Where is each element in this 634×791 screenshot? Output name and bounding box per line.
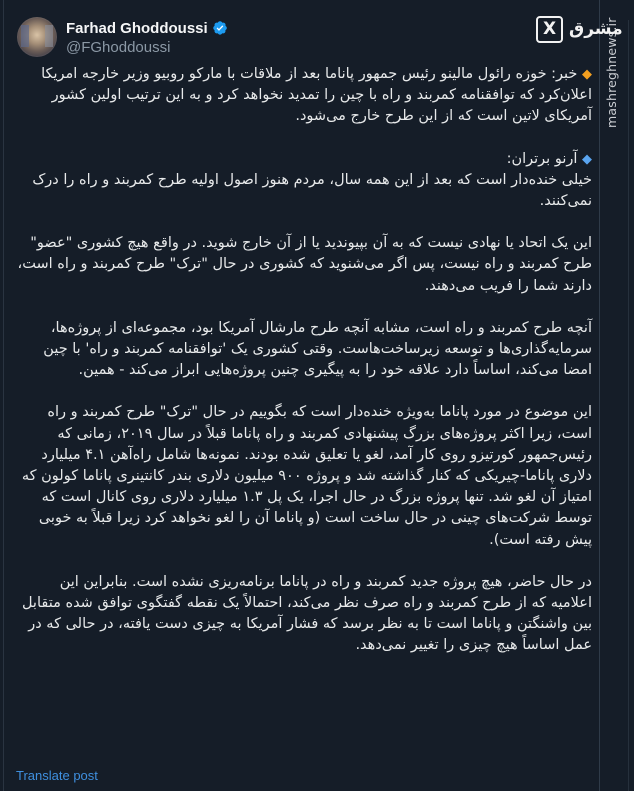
watermark-divider (599, 0, 600, 791)
paragraph-quote-5: در حال حاضر، هیچ پروژه جدید کمربند و راه در پاناما برنامه‌ریزی نشده است. بنابراین این اعلامیه که از طرح کمربند و راه صرف نظر می‌کند، احتمالاً یک نقطه گفتگوی توافق شده متقابل بین واشنگتن و پاناما است تا به نظر برسد که فشار آمریکا به چیزی دست یافته، در حالی که در عمل اساساً هیچ چیزی را تغییر نمی‌دهد. (21, 573, 592, 654)
handle[interactable]: @FGhoddoussi (66, 39, 171, 56)
author-names (66, 18, 228, 56)
name-row (66, 18, 228, 38)
left-border (3, 0, 4, 791)
edge-divider (628, 20, 629, 791)
display-name[interactable]: Farhad Ghoddoussi (66, 19, 208, 37)
paragraph-quote-4: این موضوع در مورد پاناما به‌ویژه خنده‌دار است که بگوییم در حال "ترک" طرح کمربند و راه است، زیرا اکثر پروژه‌های بزرگ پیشنهادی کمربند و راه پاناما قبلاً در سال ۲۰۱۹، زمانی که رئیس‌جمهور کورتیزو روی کار آمد، لغو یا تعلیق شده بودند. نمونه‌ها شامل راه‌آهن ۴.۱ میلیارد دلاری پاناما-چیریکی که کنار گذاشته شد و پروژه ۹۰۰ میلیون دلاری بندر کانتینری پاناما کولون که امتیاز آن لغو شد. تنها پروژه بزرگ در حال اجرا، یک پل ۱.۳ میلیارد دلاری روی کانال است که توسط شرکت‌های چینی در حال ساخت است (و پاناما آن را لغو نخواهد کرد زیرا قبلاً به خوبی پیش رفته است). (21, 404, 592, 548)
paragraph-news (14, 64, 592, 128)
paragraph-quote-1: خیلی خنده‌دار است که بعد از این همه سال، مردم هنوز اصول اولیه طرح کمربند و راه را درک نمی‌کنند. (32, 171, 592, 210)
x-logo-icon: X (536, 16, 563, 43)
orange-diamond-icon: ◆ (582, 67, 592, 82)
post-header (17, 15, 228, 59)
blue-diamond-icon: ◆ (582, 151, 592, 167)
mashregh-logo (536, 12, 623, 46)
verified-badge-icon (212, 20, 228, 36)
post-body (14, 64, 592, 657)
watermark-site: mashreghnews.ir (604, 17, 619, 128)
translate-post-link[interactable]: Translate post (16, 768, 98, 783)
paragraph-quote-2: این یک اتحاد یا نهادی نیست که به آن بپیوندید یا از آن خارج شوید. در واقع هیچ کشوری "عضو" طرح کمربند و راه نیست، پس اگر می‌شنوید که کشوری در حال "ترک" طرح کمربند و راه است، دارند شما را فریب می‌دهند. (17, 235, 592, 294)
paragraph-quote-heading (14, 149, 592, 170)
paragraph-quote-3: آنچه طرح کمربند و راه است، مشابه آنچه طرح مارشال آمریکا بود، مجموعه‌ای از پروژه‌ها، سرمایه‌گذاری‌ها و توسعه زیرساخت‌هاست. وقتی کشوری یک 'توافقنامه کمربند و راه' با چین امضا می‌کند، اساساً دارد علاقه خود را به پیگیری چنین پروژه‌هایی ابراز می‌کند - همین. (43, 319, 592, 379)
mashregh-wordmark: مشرق (569, 19, 623, 39)
avatar[interactable] (17, 17, 57, 57)
quote-author: آرنو برتران: (506, 150, 578, 167)
paragraph-text: خبر: خوزه رائول مالینو رئیس جمهور پاناما بعد از ملاقات با مارکو روبیو وزیر خارجه امریکا اعلان‌کرد که توافقنامه کمربند و راه با چین را تمدید نخواهد کرد و به این ترتیب اولین کشور آمریکای لاتین است که از این طرح خارج می‌شود. (41, 66, 592, 125)
